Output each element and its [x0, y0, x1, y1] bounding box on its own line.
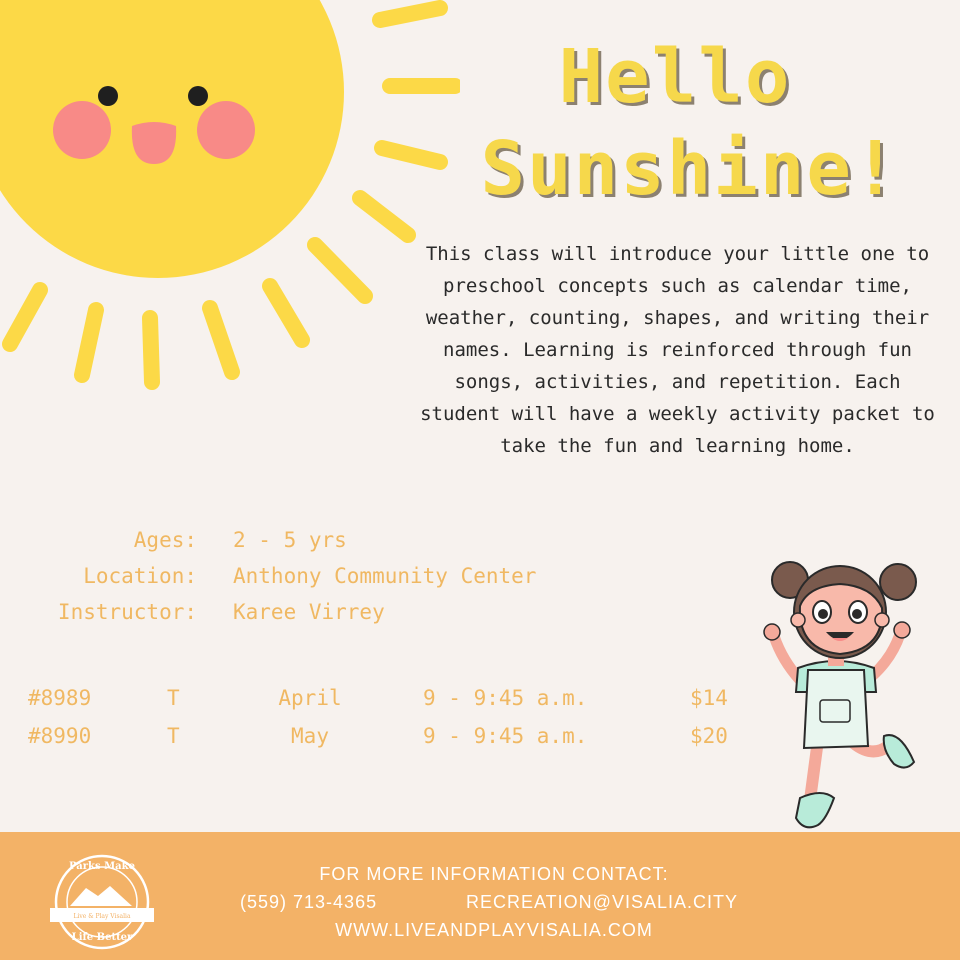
schedule-row	[0, 724, 760, 758]
class-day: T	[167, 686, 180, 710]
schedule-row	[0, 686, 760, 720]
class-number: #8990	[28, 724, 92, 748]
logo-inner-text: Live & Play Visalia	[73, 913, 131, 920]
contact-email[interactable]: RECREATION@VISALIA.CITY	[466, 892, 738, 912]
class-time: 9 - 9:45 a.m.	[423, 686, 588, 710]
detail-label: Ages:	[133, 528, 197, 552]
class-number: #8989	[28, 686, 92, 710]
contact-phone[interactable]: (559) 713-4365	[240, 892, 378, 912]
contact-footer	[0, 832, 960, 960]
class-price: $20	[690, 724, 728, 748]
detail-label: Location:	[83, 564, 197, 588]
class-description: This class will introduce your little one to preschool concepts such as calendar time, weather, counting, shapes, and writing their names. Learning is reinforced through fun songs, activities, and repetition. Each student will have a weekly activity packet to take the fun and learning home.	[420, 243, 935, 457]
class-month: May	[291, 724, 329, 748]
detail-location	[0, 564, 700, 598]
class-time: 9 - 9:45 a.m.	[423, 724, 588, 748]
logo-bottom-text: Life Better	[71, 932, 133, 943]
girl-illustration	[760, 550, 930, 835]
title-hello: Hello	[558, 34, 792, 120]
class-month: April	[278, 686, 342, 710]
detail-value: Karee Virrey	[233, 600, 385, 624]
contact-heading: FOR MORE INFORMATION CONTACT:	[319, 864, 669, 884]
contact-website[interactable]: WWW.LIVEANDPLAYVISALIA.COM	[335, 920, 653, 940]
detail-value: 2 - 5 yrs	[233, 528, 347, 552]
class-price: $14	[690, 686, 728, 710]
detail-ages	[0, 528, 700, 562]
detail-label: Instructor:	[57, 600, 197, 624]
logo-top-text: Parks Make	[69, 861, 135, 872]
class-day: T	[167, 724, 180, 748]
detail-instructor	[0, 600, 700, 634]
title-sunshine: Sunshine!	[480, 126, 900, 212]
smiling-sun-illustration	[0, 0, 460, 400]
detail-value: Anthony Community Center	[233, 564, 537, 588]
